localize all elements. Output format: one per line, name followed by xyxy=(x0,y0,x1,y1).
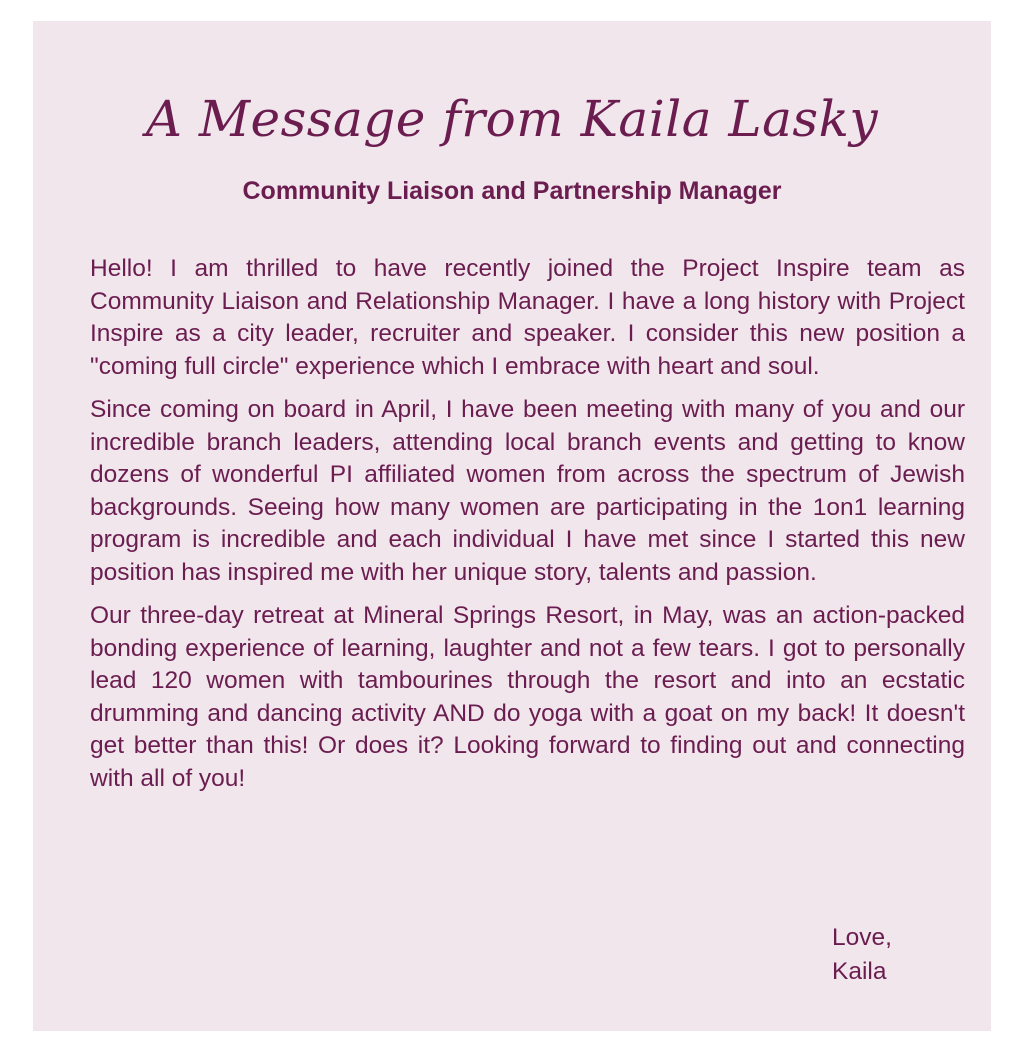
letter-title: A Message from Kaila Lasky xyxy=(145,90,879,148)
message-card xyxy=(33,21,991,1031)
sign-off xyxy=(832,921,892,989)
paragraph-1: Hello! I am thrilled to have recently joined the Project Inspire team as Community Liaison and Relationship Manager. I have a long history with Project Inspire as a city leader, recruiter and speaker. I consider this new position a "coming full circle" experience which I embrace with heart and soul. xyxy=(90,255,965,380)
letter-subtitle: Community Liaison and Partnership Manager xyxy=(242,177,782,205)
letter-body xyxy=(90,253,965,806)
paragraph-3: Our three-day retreat at Mineral Springs Resort, in May, was an action-packed bonding experience of learning, laughter and not a few tears. I got to personally lead 120 women with tambourines through the resort and into an ecstatic drumming and dancing activity AND do yoga with a goat on my back! It doesn't get better than this! Or does it? Looking forward to finding out and connecting with all of you! xyxy=(90,602,965,792)
paragraph-2: Since coming on board in April, I have been meeting with many of you and our incredible branch leaders, attending local branch events and getting to know dozens of wonderful PI affiliated women from across the spectrum of Jewish backgrounds. Seeing how many women are participating in the 1on1 learning program is incredible and each individual I have met since I started this new position has inspired me with her unique story, talents and passion. xyxy=(90,396,965,586)
closing: Love, xyxy=(832,924,892,951)
signature: Kaila xyxy=(832,958,887,985)
